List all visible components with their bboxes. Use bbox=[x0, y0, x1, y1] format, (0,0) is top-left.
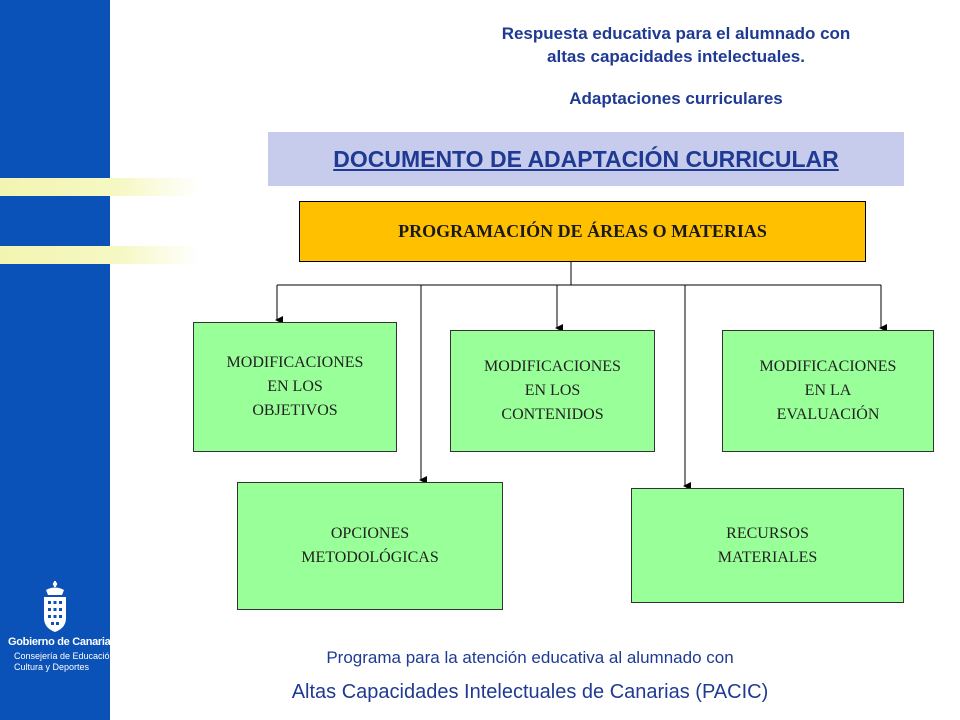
footer-line1: Programa para la atención educativa al alumnado con bbox=[326, 648, 734, 667]
logo-dept-line2: Cultura y Deportes bbox=[14, 662, 90, 672]
node-contenidos-label: MODIFICACIONES EN LOS CONTENIDOS bbox=[484, 358, 621, 423]
node-evaluacion bbox=[722, 330, 934, 452]
logo-org-name: Gobierno de Canarias bbox=[8, 636, 117, 648]
node-metodologicas bbox=[237, 482, 503, 610]
logo-dept-line1: Consejería de Educación, bbox=[14, 651, 118, 661]
root-node bbox=[299, 201, 866, 262]
node-objetivos-label: MODIFICACIONES EN LOS OBJETIVOS bbox=[226, 354, 364, 419]
header-line1: Respuesta educativa para el alumnado con bbox=[501, 24, 851, 43]
root-node-label: PROGRAMACIÓN DE ÁREAS O MATERIAS bbox=[398, 221, 767, 241]
header-subtitle: Adaptaciones curriculares bbox=[569, 89, 783, 108]
node-evaluacion-label: MODIFICACIONES EN LA EVALUACIÓN bbox=[759, 358, 897, 423]
node-contenidos bbox=[450, 330, 655, 452]
footer-line2: Altas Capacidades Intelectuales de Canarias (PACIC) bbox=[291, 681, 769, 703]
node-recursos bbox=[631, 488, 904, 603]
header-line2: altas capacidades intelectuales. bbox=[547, 47, 805, 66]
document-title: DOCUMENTO DE ADAPTACIÓN CURRICULAR bbox=[333, 145, 839, 172]
node-objetivos bbox=[193, 322, 397, 452]
node-recursos-label: RECURSOS MATERIALES bbox=[717, 524, 818, 566]
node-metodologicas-label: OPCIONES METODOLÓGICAS bbox=[301, 525, 439, 566]
